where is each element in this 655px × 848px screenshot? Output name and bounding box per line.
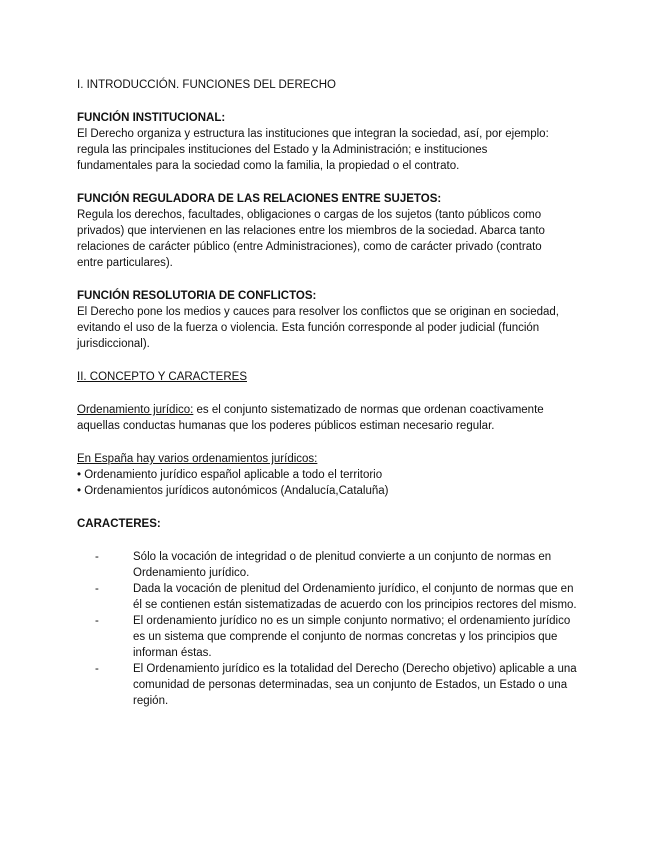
section-2-title: II. CONCEPTO Y CARACTERES [77, 371, 247, 383]
funcion-institucional-section [77, 110, 577, 174]
caracteres-heading: CARACTERES: [77, 518, 161, 530]
caracteres-list [77, 549, 577, 709]
list-item-line: Sólo la vocación de integridad o de plenitud convierte a un conjunto de normas en [133, 551, 552, 563]
paragraph-line: privados) que intervienen en las relaciones entre los miembros de la sociedad. Abarca tanto [77, 225, 545, 237]
list-item: • Ordenamiento jurídico español aplicable a todo el territorio [77, 469, 383, 481]
paragraph-line: El Derecho organiza y estructura las instituciones que integran la sociedad, así, por ejemplo: [77, 128, 549, 140]
section-1-title: I. INTRODUCCIÓN. FUNCIONES DEL DERECHO [77, 79, 336, 91]
dash-marker: - [95, 663, 99, 675]
paragraph-line: El Derecho pone los medios y cauces para resolver los conflictos que se originan en sociedad, [77, 306, 559, 318]
list-item-line: El ordenamiento jurídico no es un simple conjunto normativo; el ordenamiento jurídico [133, 615, 571, 627]
espana-intro: En España hay varios ordenamientos jurídicos: [77, 453, 318, 465]
list-item-line: informan éstas. [133, 647, 212, 659]
paragraph-line: entre particulares). [77, 257, 173, 269]
paragraph-line: relaciones de carácter público (entre Administraciones), como de carácter privado (contrato [77, 241, 542, 253]
definition-line [77, 402, 577, 418]
ordenamiento-definition [77, 402, 577, 434]
funcion-resolutoria-heading: FUNCIÓN RESOLUTORIA DE CONFLICTOS: [77, 290, 317, 302]
paragraph-line: evitando el uso de la fuerza o violencia. Esta función corresponde al poder judicial (función [77, 322, 540, 334]
definition-line: aquellas conductas humanas que los poderes públicos estiman necesario regular. [77, 420, 495, 432]
funcion-institucional-heading: FUNCIÓN INSTITUCIONAL: [77, 112, 226, 124]
list-item-line: Dada la vocación de plenitud del Ordenamiento jurídico, el conjunto de normas que en [133, 583, 574, 595]
list-item-line: región. [133, 695, 169, 707]
list-item-line: Ordenamiento jurídico. [133, 567, 250, 579]
dash-marker: - [95, 615, 99, 627]
dash-marker: - [95, 583, 99, 595]
ordenamiento-term: Ordenamiento jurídico: [77, 404, 194, 416]
paragraph-line: fundamentales para la sociedad como la familia, la propiedad o el contrato. [77, 160, 460, 172]
definition-text: es el conjunto sistematizado de normas que ordenan coactivamente [193, 404, 544, 416]
paragraph-line: Regula los derechos, facultades, obligaciones o cargas de los sujetos (tanto públicos como [77, 209, 542, 221]
list-item [95, 549, 577, 581]
funcion-reguladora-heading: FUNCIÓN REGULADORA DE LAS RELACIONES ENTRE SUJETOS: [77, 193, 442, 205]
espana-bullet-list [77, 467, 577, 499]
list-item: • Ordenamientos jurídicos autonómicos (Andalucía,Cataluña) [77, 485, 389, 497]
list-item-line: es un sistema que comprende el conjunto de normas concretas y los principios que [133, 631, 558, 643]
list-item [95, 581, 577, 613]
funcion-resolutoria-section [77, 288, 577, 352]
dash-marker: - [95, 551, 99, 563]
funcion-reguladora-section [77, 191, 577, 271]
caracteres-heading-block [77, 516, 577, 532]
paragraph-line: regula las principales instituciones del Estado y la Administración; e instituciones [77, 144, 488, 156]
document-page [77, 77, 577, 709]
list-item-line: comunidad de personas determinadas, sea un conjunto de Estados, un Estado o una [133, 679, 568, 691]
list-item-line: él se contienen están sistematizadas de acuerdo con los principios rectores del mismo. [133, 599, 577, 611]
section-1-title-block [77, 77, 577, 93]
list-item [95, 613, 577, 661]
paragraph-line: jurisdiccional). [77, 338, 150, 350]
list-item-line: El Ordenamiento jurídico es la totalidad del Derecho (Derecho objetivo) aplicable a una [133, 663, 577, 675]
section-2-title-block [77, 369, 577, 385]
espana-ordenamientos [77, 451, 577, 499]
list-item [95, 661, 577, 709]
